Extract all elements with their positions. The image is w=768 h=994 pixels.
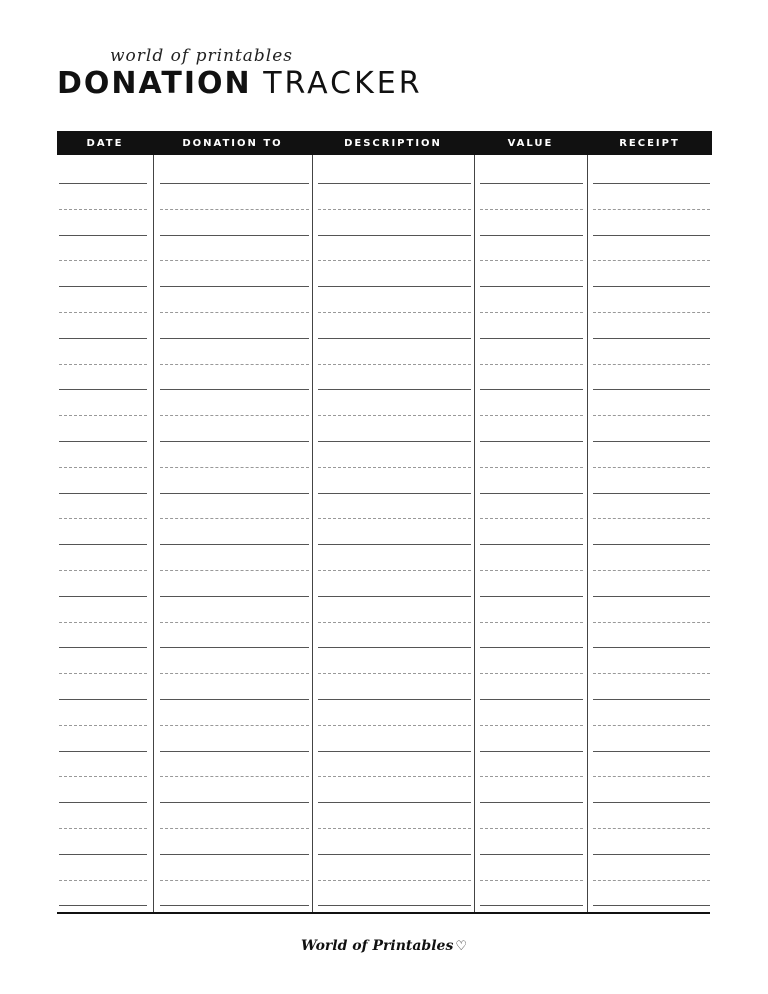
- entry-line: [318, 828, 471, 829]
- entry-line: [318, 518, 471, 519]
- table-header: [57, 131, 712, 155]
- column-divider: [587, 155, 588, 913]
- entry-line: [480, 647, 583, 648]
- entry-line: [318, 622, 471, 623]
- title-light: TRACKER: [263, 66, 423, 101]
- entry-line: [59, 493, 147, 494]
- entry-line: [318, 441, 471, 442]
- entry-line: [318, 854, 471, 855]
- entry-line: [480, 518, 583, 519]
- header-receipt: RECEIPT: [619, 137, 680, 149]
- entry-line: [59, 441, 147, 442]
- header-description: DESCRIPTION: [344, 137, 442, 149]
- entry-line: [318, 647, 471, 648]
- brand-script: world of printables: [110, 46, 294, 66]
- entry-line: [59, 854, 147, 855]
- entry-line: [318, 260, 471, 261]
- entry-line: [59, 725, 147, 726]
- entry-line: [59, 415, 147, 416]
- entry-line: [160, 622, 309, 623]
- entry-line: [593, 905, 710, 906]
- entry-line: [59, 828, 147, 829]
- entry-line: [593, 235, 710, 236]
- entry-line: [318, 699, 471, 700]
- entry-line: [59, 622, 147, 623]
- entry-line: [160, 183, 309, 184]
- entry-line: [480, 544, 583, 545]
- entry-line: [59, 364, 147, 365]
- entry-line: [59, 570, 147, 571]
- entry-line: [593, 312, 710, 313]
- entry-line: [160, 544, 309, 545]
- entry-line: [593, 673, 710, 674]
- entry-line: [593, 467, 710, 468]
- entry-line: [59, 880, 147, 881]
- entry-line: [160, 828, 309, 829]
- entry-line: [160, 673, 309, 674]
- entry-line: [593, 441, 710, 442]
- entry-line: [593, 544, 710, 545]
- entry-line: [593, 570, 710, 571]
- entry-line: [318, 183, 471, 184]
- entry-line: [59, 389, 147, 390]
- entry-line: [160, 699, 309, 700]
- entry-line: [318, 209, 471, 210]
- entry-line: [593, 699, 710, 700]
- entry-line: [480, 312, 583, 313]
- entry-line: [59, 260, 147, 261]
- entry-line: [160, 209, 309, 210]
- entry-line: [160, 235, 309, 236]
- entry-line: [318, 312, 471, 313]
- entry-line: [593, 389, 710, 390]
- entry-line: [480, 725, 583, 726]
- entry-line: [593, 260, 710, 261]
- entry-line: [480, 828, 583, 829]
- header-date: DATE: [86, 137, 124, 149]
- column-divider: [153, 155, 154, 913]
- entry-line: [160, 415, 309, 416]
- entry-line: [160, 493, 309, 494]
- entry-line: [480, 596, 583, 597]
- entry-line: [480, 338, 583, 339]
- entry-line: [160, 570, 309, 571]
- entry-line: [160, 338, 309, 339]
- entry-line: [160, 802, 309, 803]
- entry-line: [480, 209, 583, 210]
- entry-line: [59, 673, 147, 674]
- entry-line: [480, 622, 583, 623]
- entry-line: [160, 880, 309, 881]
- entry-line: [318, 286, 471, 287]
- entry-line: [593, 725, 710, 726]
- entry-line: [59, 312, 147, 313]
- entry-line: [593, 880, 710, 881]
- entry-line: [480, 776, 583, 777]
- entry-line: [593, 518, 710, 519]
- entry-line: [318, 493, 471, 494]
- entry-line: [480, 183, 583, 184]
- entry-line: [318, 673, 471, 674]
- entry-line: [318, 389, 471, 390]
- entry-line: [593, 183, 710, 184]
- entry-line: [59, 776, 147, 777]
- entry-line: [318, 544, 471, 545]
- entry-line: [160, 725, 309, 726]
- heart-outline-icon: ♡: [455, 939, 467, 954]
- entry-line: [480, 751, 583, 752]
- entry-line: [480, 802, 583, 803]
- entry-line: [593, 622, 710, 623]
- entry-line: [59, 802, 147, 803]
- entry-line: [318, 596, 471, 597]
- entry-line: [59, 647, 147, 648]
- entry-line: [59, 596, 147, 597]
- entry-line: [318, 570, 471, 571]
- entry-line: [160, 854, 309, 855]
- entry-line: [59, 467, 147, 468]
- entry-line: [160, 518, 309, 519]
- entry-line: [318, 467, 471, 468]
- entry-line: [318, 802, 471, 803]
- entry-line: [480, 467, 583, 468]
- entry-line: [59, 209, 147, 210]
- entry-line: [160, 751, 309, 752]
- entry-line: [480, 389, 583, 390]
- entry-line: [480, 235, 583, 236]
- entry-line: [480, 570, 583, 571]
- entry-line: [318, 235, 471, 236]
- footer-brand-text: World of Printables: [300, 938, 454, 954]
- entry-line: [59, 518, 147, 519]
- entry-line: [318, 905, 471, 906]
- entry-line: [160, 647, 309, 648]
- entry-line: [480, 905, 583, 906]
- title-bold: DONATION: [57, 66, 252, 101]
- entry-line: [593, 493, 710, 494]
- entry-line: [160, 389, 309, 390]
- entry-line: [480, 364, 583, 365]
- entry-line: [480, 493, 583, 494]
- entry-line: [59, 699, 147, 700]
- entry-line: [318, 880, 471, 881]
- entry-line: [318, 725, 471, 726]
- entry-line: [59, 183, 147, 184]
- entry-line: [318, 338, 471, 339]
- entry-line: [160, 905, 309, 906]
- entry-line: [593, 802, 710, 803]
- entry-line: [160, 286, 309, 287]
- entry-line: [593, 596, 710, 597]
- entry-line: [593, 415, 710, 416]
- entry-line: [160, 467, 309, 468]
- entry-line: [160, 596, 309, 597]
- entry-line: [318, 364, 471, 365]
- entry-line: [160, 441, 309, 442]
- entry-line: [593, 751, 710, 752]
- entry-line: [593, 776, 710, 777]
- entry-line: [318, 415, 471, 416]
- column-divider: [312, 155, 313, 913]
- entry-line: [480, 286, 583, 287]
- entry-line: [593, 286, 710, 287]
- entry-line: [160, 776, 309, 777]
- entry-line: [593, 854, 710, 855]
- entry-line: [59, 905, 147, 906]
- entry-line: [480, 699, 583, 700]
- entry-line: [480, 673, 583, 674]
- entry-line: [480, 441, 583, 442]
- entry-line: [160, 260, 309, 261]
- header-donation-to: DONATION TO: [182, 137, 283, 149]
- entry-line: [480, 415, 583, 416]
- entry-line: [480, 854, 583, 855]
- entry-line: [318, 751, 471, 752]
- entry-line: [59, 286, 147, 287]
- entry-line: [318, 776, 471, 777]
- page-title: [57, 66, 423, 101]
- entry-line: [593, 209, 710, 210]
- bottom-rule: [57, 912, 710, 914]
- column-divider: [474, 155, 475, 913]
- footer-brand: [0, 938, 768, 954]
- entry-line: [593, 338, 710, 339]
- entry-line: [480, 880, 583, 881]
- entry-line: [59, 544, 147, 545]
- entry-line: [480, 260, 583, 261]
- header-value: VALUE: [507, 137, 554, 149]
- entry-line: [593, 364, 710, 365]
- entry-line: [593, 828, 710, 829]
- entry-line: [59, 751, 147, 752]
- entry-line: [160, 312, 309, 313]
- entry-line: [160, 364, 309, 365]
- entry-line: [59, 235, 147, 236]
- entry-line: [59, 338, 147, 339]
- entry-line: [593, 647, 710, 648]
